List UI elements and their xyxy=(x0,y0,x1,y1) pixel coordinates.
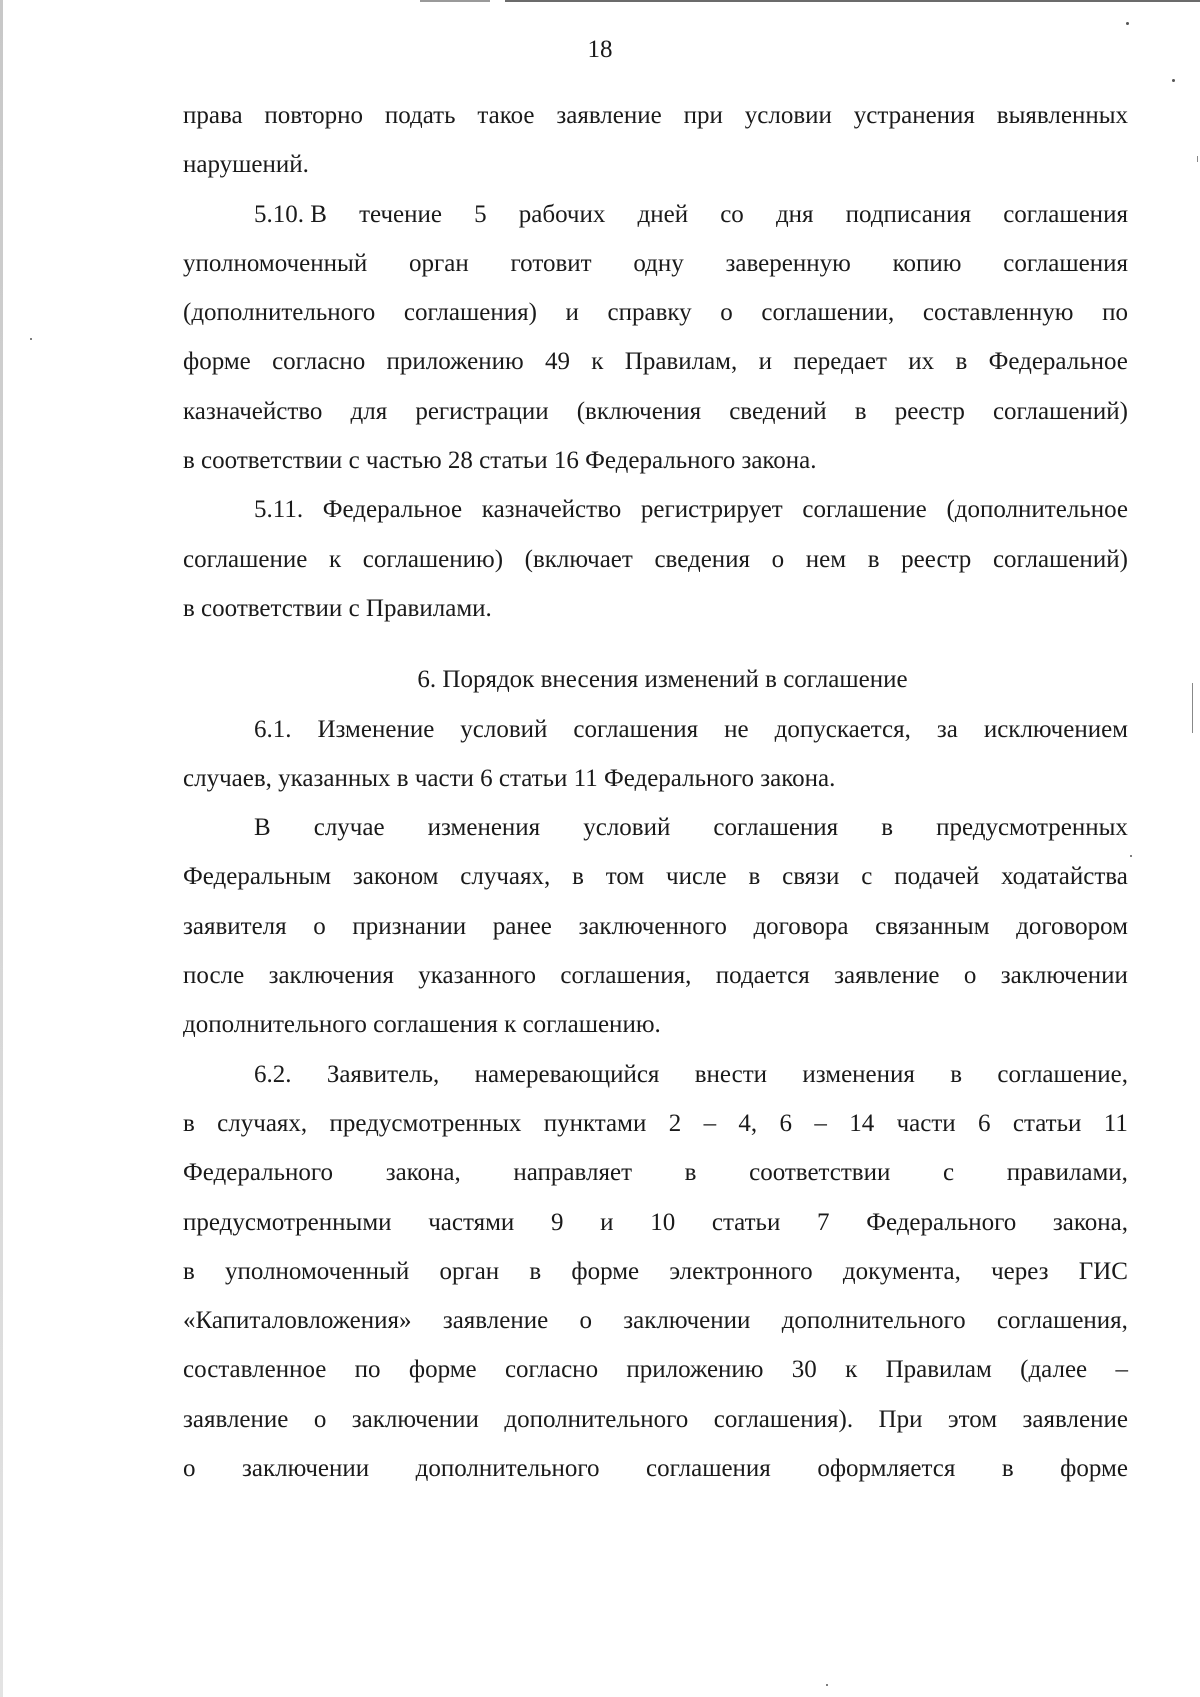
word: Правилам, xyxy=(624,348,738,376)
paragraph-p-6-1-b xyxy=(183,803,1128,1049)
word: о xyxy=(720,299,733,327)
word: о xyxy=(579,1307,592,1335)
word: 5.11. xyxy=(254,496,304,524)
word: соглашения xyxy=(1003,200,1128,228)
word: соглашения, xyxy=(560,962,692,990)
word: заявителя xyxy=(183,912,287,940)
word: ходатайства xyxy=(1001,863,1128,891)
word: заявление xyxy=(556,102,662,129)
word: При xyxy=(878,1405,923,1433)
word: законом xyxy=(352,863,439,891)
word: оформляется xyxy=(817,1455,956,1483)
word: в xyxy=(748,863,761,891)
word: соглашения) xyxy=(403,299,537,327)
page-number: 18 xyxy=(587,36,613,63)
section-heading: 6. Порядок внесения изменений в соглашение xyxy=(417,666,908,694)
word: нарушений. xyxy=(183,151,309,179)
word: дополнительного xyxy=(415,1455,600,1483)
paragraph-p-6-1 xyxy=(183,705,1128,804)
word: закона, xyxy=(1052,1208,1128,1236)
word: приложению xyxy=(386,348,524,376)
word: 6.2. xyxy=(254,1060,292,1088)
word: в xyxy=(881,814,894,842)
word: заключении xyxy=(1000,962,1128,990)
word: в xyxy=(867,545,880,573)
word: 49 xyxy=(544,348,570,376)
word: подается xyxy=(715,962,810,990)
word: 5.10. В xyxy=(254,200,327,228)
word: предусмотренных xyxy=(936,814,1128,842)
word: и xyxy=(600,1208,614,1236)
word: Правилам xyxy=(885,1356,992,1384)
word: закона, xyxy=(385,1159,461,1187)
word: случае xyxy=(313,814,385,842)
word: подать xyxy=(384,102,456,129)
text-line xyxy=(183,705,1128,754)
text-line xyxy=(183,1444,1128,1493)
word: течение xyxy=(359,200,442,228)
scan-top-rule xyxy=(505,0,1200,2)
word: (дополнительного xyxy=(183,299,376,327)
word: по xyxy=(354,1356,381,1384)
word: случаях, xyxy=(460,863,551,891)
text-line xyxy=(183,288,1128,337)
text-line xyxy=(183,902,1128,951)
scan-left-edge xyxy=(0,0,3,1697)
word: в соответствии с частью 28 статьи 16 Федерального закона. xyxy=(183,447,817,475)
scan-speck xyxy=(1126,22,1129,25)
word: сведения xyxy=(654,545,751,573)
word: соглашение xyxy=(183,545,308,573)
word: числе xyxy=(666,863,727,891)
word: соглашения xyxy=(713,814,839,842)
word: форме xyxy=(183,348,251,376)
word: к xyxy=(591,348,604,376)
word: предусмотренных xyxy=(329,1109,522,1137)
word: договора xyxy=(753,912,849,940)
word: реестр xyxy=(901,545,972,573)
word: соответствии xyxy=(749,1159,891,1187)
word: статьи xyxy=(1012,1109,1082,1137)
word: регистрации xyxy=(415,397,549,425)
word: соглашение xyxy=(802,496,927,524)
word: 11 xyxy=(1103,1109,1128,1137)
word: казначейство xyxy=(481,496,622,524)
word: изменения xyxy=(802,1060,915,1088)
word: случаев, указанных в части 6 статьи 11 Федерального закона. xyxy=(183,764,836,792)
word: одну xyxy=(633,249,684,277)
word: заключенного xyxy=(578,912,727,940)
word: – xyxy=(814,1109,827,1137)
word: приложению xyxy=(626,1356,764,1384)
text-line xyxy=(183,485,1128,534)
word: Федеральное xyxy=(322,496,463,524)
word: составленную xyxy=(922,299,1074,327)
word: связи xyxy=(782,863,840,891)
word: Федерального xyxy=(183,1159,334,1187)
word: такое xyxy=(477,102,535,129)
word: дополнительного соглашения к соглашению. xyxy=(183,1011,661,1039)
word: исключением xyxy=(983,715,1128,743)
word: соглашении, xyxy=(761,299,895,327)
word: форме xyxy=(408,1356,477,1384)
text-line xyxy=(183,1000,1128,1049)
word: «Капиталовложения» xyxy=(183,1307,412,1335)
word: соглашение, xyxy=(997,1060,1128,1088)
word: соглашений) xyxy=(992,397,1128,425)
word: заключении xyxy=(351,1405,479,1433)
word: части xyxy=(896,1109,956,1137)
word: в соответствии с Правилами. xyxy=(183,594,492,622)
text-line xyxy=(183,1050,1128,1099)
word: с xyxy=(861,863,873,891)
word: договором xyxy=(1016,912,1128,940)
scan-margin-mark xyxy=(1192,683,1193,733)
word: указанного xyxy=(418,962,536,990)
word: форме xyxy=(571,1257,640,1285)
word: и xyxy=(758,348,772,376)
word: том xyxy=(605,863,645,891)
word: 7 xyxy=(817,1208,830,1236)
word: (включения xyxy=(576,397,702,425)
word: о xyxy=(313,1405,327,1433)
text-line xyxy=(183,1395,1128,1444)
word: согласно xyxy=(504,1356,599,1384)
word: их xyxy=(908,348,935,376)
paragraph-p-5-10 xyxy=(183,190,1128,486)
word: о xyxy=(313,912,326,940)
word: в xyxy=(955,348,968,376)
paragraph-p-6-2 xyxy=(183,1050,1128,1494)
word: предусмотренными xyxy=(183,1208,392,1236)
word: заявление xyxy=(834,962,940,990)
text-line xyxy=(183,140,1128,189)
text-line xyxy=(183,951,1128,1000)
word: с xyxy=(943,1159,955,1187)
text-line xyxy=(183,754,1128,803)
word: подписания xyxy=(845,200,972,228)
text-line xyxy=(183,1198,1128,1247)
word: 9 xyxy=(550,1208,564,1236)
word: 30 xyxy=(791,1356,817,1384)
word: 4, xyxy=(738,1109,758,1137)
word: допускается, xyxy=(774,715,911,743)
word: к xyxy=(328,545,342,573)
word: о xyxy=(963,962,977,990)
text-line xyxy=(183,1345,1128,1394)
scan-top-mark xyxy=(420,0,490,2)
word: права xyxy=(183,102,243,129)
text-line xyxy=(183,535,1128,584)
word: соглашения xyxy=(1003,249,1128,277)
word: при xyxy=(683,102,723,129)
word: к xyxy=(845,1356,858,1384)
document-body xyxy=(183,91,1128,1493)
text-line xyxy=(183,239,1128,288)
text-line xyxy=(183,436,1128,485)
word: статьи xyxy=(711,1208,781,1236)
word: орган xyxy=(439,1257,500,1285)
word: составленное xyxy=(183,1356,327,1384)
word: намеревающийся xyxy=(474,1060,660,1088)
word: передает xyxy=(793,348,887,376)
word: уполномоченный xyxy=(183,249,368,277)
word: не xyxy=(724,715,749,743)
word: 6 xyxy=(779,1109,793,1137)
word: в xyxy=(183,1257,195,1285)
word: по xyxy=(1102,299,1128,327)
word: нем xyxy=(805,545,847,573)
word: Федеральное xyxy=(988,348,1128,376)
word: за xyxy=(936,715,958,743)
word: в xyxy=(854,397,867,425)
word: выявленных xyxy=(996,102,1128,129)
word: 6.1. xyxy=(254,715,292,743)
word: Федерального xyxy=(866,1208,1017,1236)
word: заявление xyxy=(1022,1405,1128,1433)
word: со xyxy=(720,200,744,228)
word: орган xyxy=(409,249,469,277)
word: направляет xyxy=(513,1159,632,1187)
word: соглашения). xyxy=(713,1405,854,1433)
word: условии xyxy=(744,102,832,129)
word: пунктами xyxy=(543,1109,647,1137)
word: дня xyxy=(775,200,814,228)
word: внести xyxy=(694,1060,768,1088)
text-line xyxy=(183,190,1128,239)
word: Изменение xyxy=(317,715,435,743)
word: правилами, xyxy=(1006,1159,1128,1187)
scan-speck xyxy=(826,1684,828,1686)
word: условий xyxy=(583,814,671,842)
scan-speck xyxy=(1172,79,1175,82)
word: соглашению) xyxy=(362,545,504,573)
word: в xyxy=(1001,1455,1014,1483)
word: дополнительного xyxy=(781,1307,966,1335)
word: и xyxy=(565,299,579,327)
text-line xyxy=(183,1296,1128,1345)
word: (далее xyxy=(1020,1356,1088,1384)
word: соглашений) xyxy=(992,545,1128,573)
word: этом xyxy=(947,1405,998,1433)
word: заключения xyxy=(268,962,394,990)
word: соглашения xyxy=(573,715,699,743)
word: готовит xyxy=(510,249,592,277)
word: Заявитель, xyxy=(326,1060,440,1088)
word: сведений xyxy=(729,397,827,425)
word: 14 xyxy=(849,1109,875,1137)
text-line xyxy=(183,1247,1128,1296)
word: 2 xyxy=(668,1109,682,1137)
word: в xyxy=(950,1060,963,1088)
word: дополнительного xyxy=(504,1405,689,1433)
word: подачей xyxy=(894,863,980,891)
word: о xyxy=(183,1455,196,1483)
text-line xyxy=(183,803,1128,852)
word: соглашения, xyxy=(996,1307,1128,1335)
word: В xyxy=(254,814,271,842)
word: о xyxy=(771,545,785,573)
word: в xyxy=(572,863,584,891)
word: справку xyxy=(607,299,692,327)
word: (включает xyxy=(524,545,633,573)
word: уполномоченный xyxy=(225,1257,410,1285)
word: ранее xyxy=(492,912,552,940)
word: после xyxy=(183,962,245,990)
word: казначейство xyxy=(183,397,323,425)
word: рабочих xyxy=(518,200,606,228)
word: регистрирует xyxy=(640,496,783,524)
word: электронного xyxy=(669,1257,813,1285)
text-line xyxy=(183,852,1128,901)
word: признании xyxy=(352,912,467,940)
word: копию xyxy=(892,249,962,277)
word: документа, xyxy=(842,1257,961,1285)
text-line xyxy=(183,1148,1128,1197)
word: в xyxy=(183,1109,195,1137)
word: 6 xyxy=(978,1109,991,1137)
word: условий xyxy=(460,715,548,743)
word: заключении xyxy=(623,1307,751,1335)
word: заявление xyxy=(442,1307,549,1335)
word: дней xyxy=(637,200,689,228)
text-line xyxy=(183,337,1128,386)
word: 10 xyxy=(650,1208,676,1236)
paragraph-p-5-11 xyxy=(183,485,1128,633)
word: в xyxy=(684,1159,697,1187)
word: связанным xyxy=(875,912,990,940)
word: согласно xyxy=(272,348,366,376)
word: изменения xyxy=(427,814,541,842)
word: частями xyxy=(428,1208,515,1236)
word: устранения xyxy=(853,102,975,129)
word: заключении xyxy=(242,1455,370,1483)
text-line xyxy=(183,1099,1128,1148)
word: заверенную xyxy=(725,249,851,277)
word: форме xyxy=(1060,1455,1128,1483)
word: в xyxy=(529,1257,542,1285)
word: повторно xyxy=(264,102,363,129)
scan-speck xyxy=(30,338,32,340)
scan-margin-mark xyxy=(1197,156,1198,162)
text-line xyxy=(183,91,1128,140)
word: ГИС xyxy=(1078,1257,1128,1285)
word: (дополнительное xyxy=(946,496,1128,524)
word: Федеральным xyxy=(183,863,332,891)
word: – xyxy=(703,1109,717,1137)
word: для xyxy=(350,397,388,425)
paragraph-continuation xyxy=(183,91,1128,190)
word: через xyxy=(991,1257,1049,1285)
word: случаях, xyxy=(217,1109,308,1137)
word: соглашения xyxy=(646,1455,771,1483)
word: реестр xyxy=(894,397,965,425)
word: заявление xyxy=(183,1405,289,1433)
word: 5 xyxy=(474,200,487,228)
text-line xyxy=(183,387,1128,436)
text-line xyxy=(183,584,1128,633)
scan-speck xyxy=(1130,855,1132,857)
word: – xyxy=(1115,1356,1128,1384)
